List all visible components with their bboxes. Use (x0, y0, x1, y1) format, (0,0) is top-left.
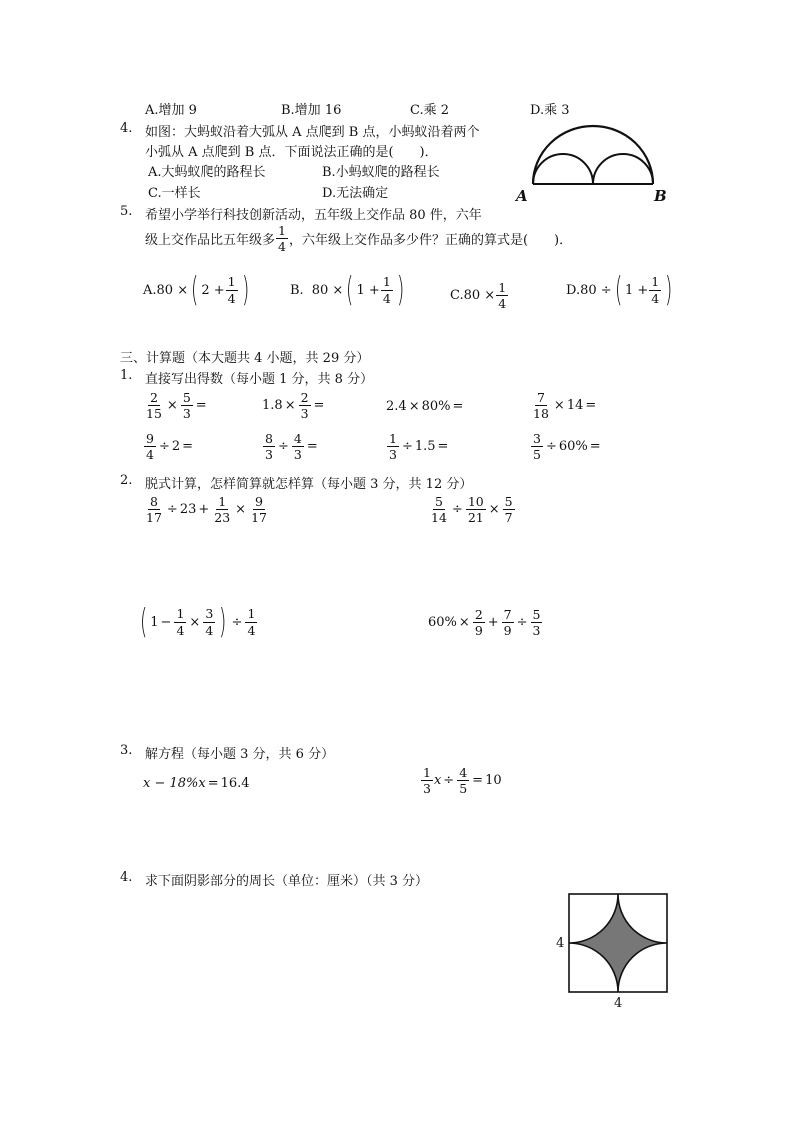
part2-number: 2. (120, 473, 133, 488)
q5-number: 5. (120, 204, 133, 219)
calc-1-7: $\frac{1}{3}$ ÷ 1.5 = (389, 431, 449, 463)
calc-2-2: $\frac{5}{14}$ ÷ $\frac{10}{21}$ × $\frac{5}{7}$ (431, 494, 513, 526)
q5-option-a: A. 80 × ( 2 + $\frac{1}{4}$ ) (143, 270, 249, 310)
q5-fraction: $\frac{1}{4}$ (278, 223, 286, 255)
q5-line2-post: ，六年级上交作品多少件？正确的算式是( )． (288, 233, 573, 249)
calc-2-1: $\frac{8}{17}$ ÷ 23 + $\frac{1}{23}$ × $\frac{9}{17}$ (146, 494, 267, 526)
q5-option-b: B. 80 × ( 1 + $\frac{1}{4}$ ) (290, 270, 405, 310)
q4-line2: 小弧从 A 点爬到 B 点．下面说法正确的是( )． (145, 145, 438, 160)
calc-1-6: $\frac{8}{3}$ ÷ $\frac{4}{3}$ = (265, 431, 318, 463)
q4-number: 4. (120, 121, 133, 136)
part1-number: 1. (120, 368, 133, 383)
point-b-label: B (654, 187, 667, 205)
small-arc-right (593, 154, 653, 184)
part3-number: 3. (120, 743, 133, 758)
calc-1-5: $\frac{9}{4}$ ÷ 2 = (146, 431, 194, 463)
calc-1-4: $\frac{7}{18}$ × 14 = (533, 390, 597, 422)
q4-option-a: A.大蚂蚁爬的路程长 (148, 165, 266, 180)
arc-figure (528, 120, 658, 190)
q4-option-d: D.无法确定 (322, 186, 389, 201)
calc-1-3: 2.4 × 80% = (386, 399, 464, 414)
small-arc-left (533, 154, 593, 184)
calc-1-8: $\frac{3}{5}$ ÷ 60% = (533, 431, 601, 463)
q5-line1: 希望小学举行科技创新活动，五年级上交作品 80 件，六年 (145, 208, 482, 223)
part2-title: 脱式计算，怎样简算就怎样算（每小题 3 分，共 12 分） (145, 477, 473, 492)
q5-option-c: C. 80 × $\frac{1}{4}$ (450, 280, 507, 312)
calc-1-1: $\frac{2}{15}$ × $\frac{5}{3}$ = (146, 390, 207, 422)
q5-line2-pre: 级上交作品比五年级多 (145, 233, 276, 249)
section3-heading: 三、计算题（本大题共 4 小题，共 29 分） (120, 351, 370, 366)
large-semicircle-arc (533, 126, 653, 184)
square-side-label: 4 (556, 936, 565, 951)
part1-title: 直接写出得数（每小题 1 分，共 8 分） (145, 372, 374, 387)
prev-option-c: C.乘 2 (410, 103, 450, 118)
part4-number: 4. (120, 870, 133, 885)
shaded-square-figure (568, 893, 668, 993)
equation-1: x − 18%x = 16.4 (143, 776, 250, 791)
q4-option-b: B.小蚂蚁爬的路程长 (322, 165, 440, 180)
part3-title: 解方程（每小题 3 分，共 6 分） (145, 747, 335, 762)
point-a-label: A (516, 187, 528, 205)
prev-option-d: D.乘 3 (530, 103, 570, 118)
square-bottom-label: 4 (614, 996, 623, 1011)
prev-option-b: B.增加 16 (281, 103, 342, 118)
q4-option-c: C.一样长 (148, 186, 201, 201)
prev-option-a: A.增加 9 (145, 103, 197, 118)
calc-2-3: ( 1 − $\frac{1}{4}$ × $\frac{3}{4}$ ) ÷ $\frac{1}{4}$ (139, 602, 256, 642)
q5-line2 (145, 224, 572, 253)
part4-title: 求下面阴影部分的周长（单位：厘米）（共 3 分） (145, 874, 429, 889)
calc-2-4: 60% × $\frac{2}{9}$ + $\frac{7}{9}$ ÷ $\frac{5}{3}$ (428, 607, 541, 639)
equation-2: $\frac{1}{3}$ x ÷ $\frac{4}{5}$ = 10 (423, 765, 502, 797)
calc-1-2: 1.8 × $\frac{2}{3}$ = (262, 390, 325, 422)
q4-line1: 如图：大蚂蚁沿着大弧从 A 点爬到 B 点，小蚂蚁沿着两个 (145, 125, 480, 140)
q5-option-d: D. 80 ÷ ( 1 + $\frac{1}{4}$ ) (566, 270, 673, 310)
